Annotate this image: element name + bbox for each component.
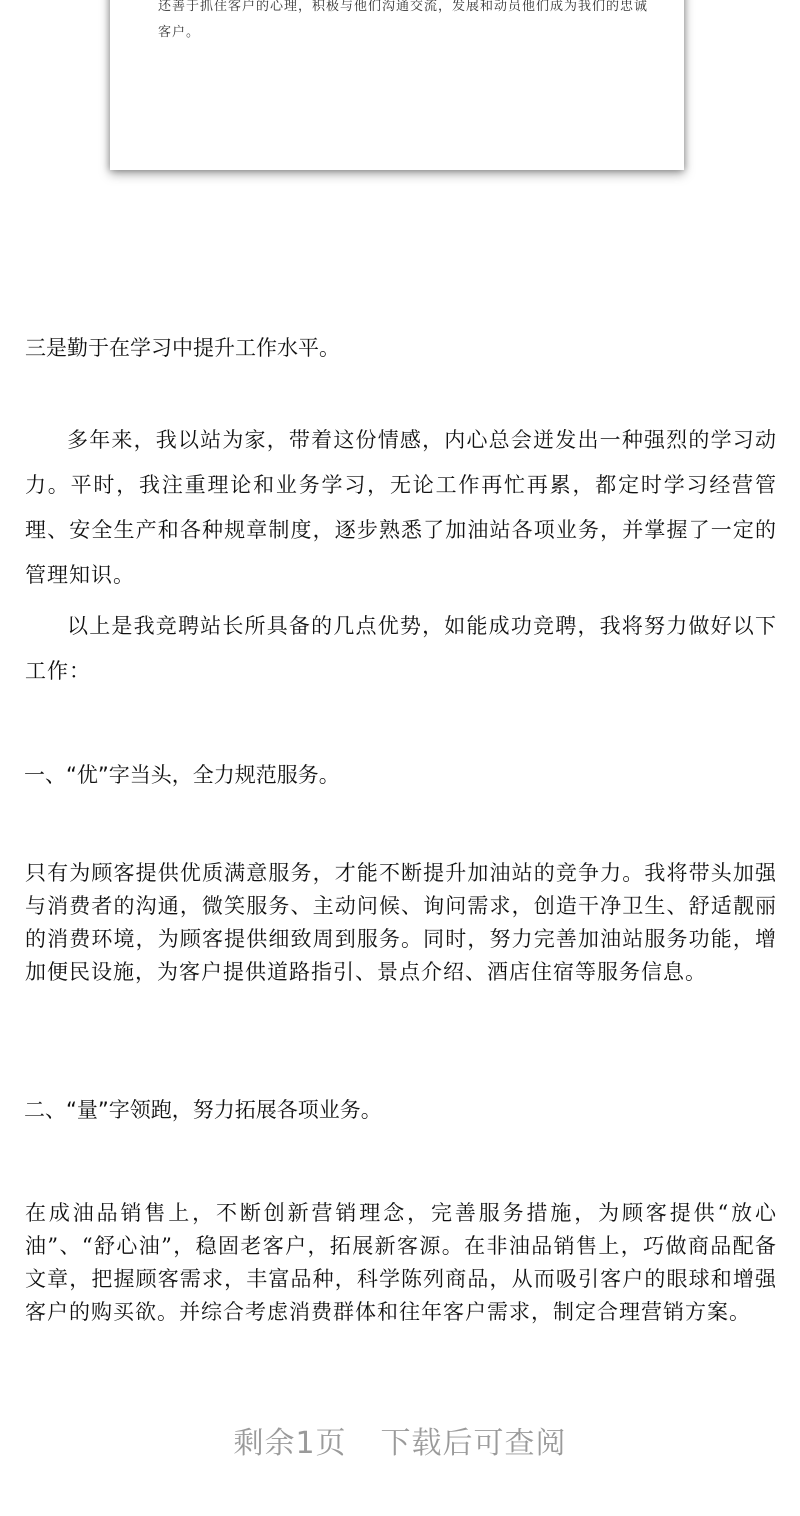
remaining-pages-banner[interactable] xyxy=(0,1418,800,1462)
paragraph-summary: 以上是我竞聘站长所具备的几点优势，如能成功竞聘，我将努力做好以下工作： xyxy=(25,614,777,683)
heading-one-service: 一、“优”字当头，全力规范服务。 xyxy=(24,763,340,787)
paragraph-study: 多年来，我以站为家，带着这份情感，内心总会迸发出一种强烈的学习动力。平时，我注重理论和业务学习，无论工作再忙再累，都定时学习经营管理、安全生产和各种规章制度，逐步熟悉了加油站各项业务，并掌握了一定的管理知识。 xyxy=(25,428,777,587)
paragraph-service: 只有为顾客提供优质满意服务，才能不断提升加油站的竞争力。我将带头加强与消费者的沟通，微笑服务、主动问候、询问需求，创造干净卫生、舒适靓丽的消费环境，为顾客提供细致周到服务。同时，努力完善加油站服务功能，增加便民设施，为客户提供道路指引、景点介绍、酒店住宿等服务信息。 xyxy=(25,861,777,984)
preview-card-text: 还善于抓住客户的心理，积极与他们沟通交流，发展和动员他们成为我们的忠诚客户。 xyxy=(158,0,649,40)
paragraph-business: 在成油品销售上，不断创新营销理念，完善服务措施，为顾客提供“放心油”、“舒心油”，稳固老客户，拓展新客源。在非油品销售上，巧做商品配备文章，把握顾客需求，丰富品种，科学陈列商品，从而吸引客户的眼球和增强客户的购买欲。并综合考虑消费群体和往年客户需求，制定合理营销方案。 xyxy=(25,1201,777,1324)
remaining-pages-label: 剩余1页 xyxy=(233,1426,347,1461)
heading-three-study: 三是勤于在学习中提升工作水平。 xyxy=(25,336,340,360)
heading-two-business: 二、“量”字领跑，努力拓展各项业务。 xyxy=(24,1098,382,1122)
download-hint-label: 下载后可查阅 xyxy=(380,1426,567,1461)
preview-page-card xyxy=(110,0,684,170)
